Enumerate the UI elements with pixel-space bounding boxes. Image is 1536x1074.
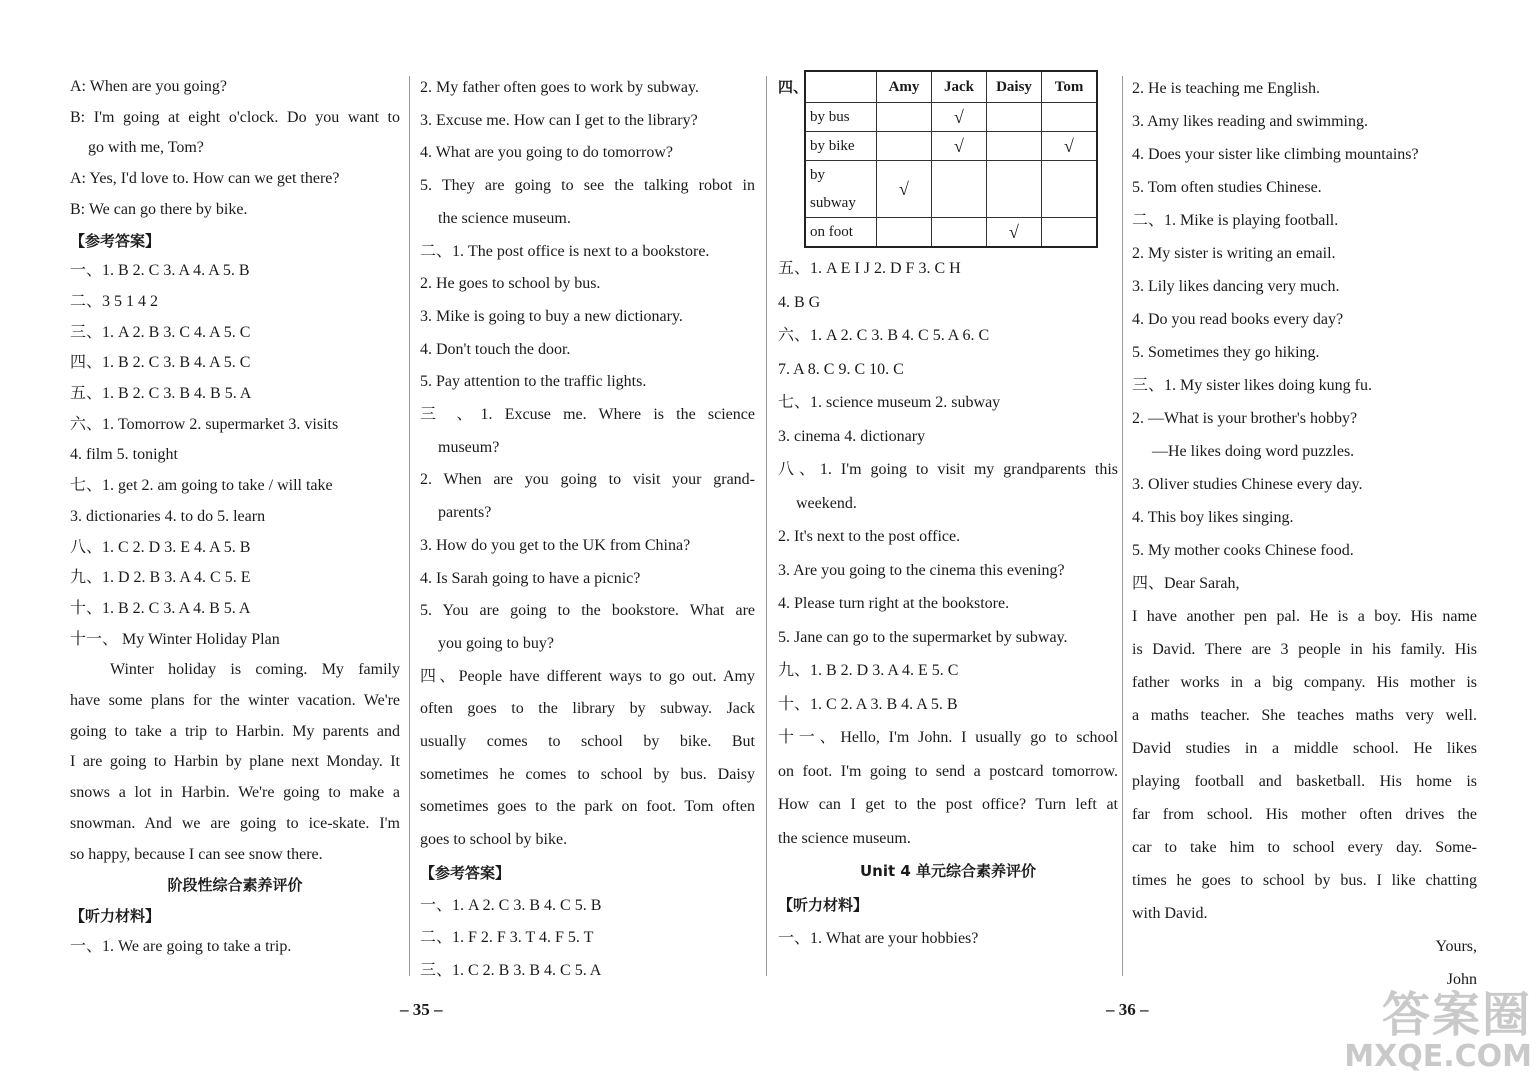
text-line: 十、1. B 2. C 3. A 4. B 5. A: [70, 599, 251, 617]
text-line: Winter holiday is coming. My family: [110, 661, 400, 679]
text-line: 3. Are you going to the cinema this evening?: [778, 561, 1065, 579]
text-line: B: I'm going at eight o'clock. Do you want to: [70, 108, 400, 126]
text-line: 一、1. A 2. C 3. B 4. C 5. B: [420, 896, 602, 914]
watermark-mark: 答案圈: [1381, 987, 1532, 1043]
column-2: [420, 72, 755, 988]
text-line: 3. How do you get to the UK from China?: [420, 536, 691, 554]
text-line: playing football and basketball. His home is: [1132, 773, 1477, 790]
text-line: 四、Dear Sarah,: [1132, 575, 1240, 592]
text-line: the science museum.: [778, 829, 911, 847]
text-line: 八、1. C 2. D 3. E 4. A 5. B: [70, 538, 251, 556]
table-header-daisy: Daisy: [987, 71, 1042, 103]
text-line: 4. B G: [778, 293, 821, 311]
text-line: the science museum.: [438, 209, 571, 227]
text-line: David studies in a middle school. He likes: [1132, 740, 1477, 757]
text-line: Yours,: [1435, 938, 1477, 955]
text-line: museum?: [438, 438, 500, 456]
text-line: 5. Jane can go to the supermarket by subway.: [778, 628, 1068, 646]
text-line: 2. It's next to the post office.: [778, 528, 961, 545]
table-section-number: 四、: [778, 78, 809, 96]
text-line: 三 、1. Excuse me. Where is the science: [420, 406, 755, 424]
row-label: by bike: [805, 132, 877, 161]
row-label: by bus: [805, 103, 877, 132]
text-line: 五、1. A E I J 2. D F 3. C H: [778, 260, 961, 277]
column-3: [778, 70, 1118, 956]
text-line: have some plans for the winter vacation. We're: [70, 692, 400, 710]
check-mark: [877, 218, 932, 248]
text-line: 十一、Hello, I'm John. I usually go to school: [778, 729, 1118, 746]
table-row: [805, 103, 1097, 132]
text-line: 【听力材料】: [70, 906, 161, 925]
table-row: [805, 161, 1097, 218]
text-line: 三、1. My sister likes doing kung fu.: [1132, 377, 1372, 394]
text-line: 九、1. D 2. B 3. A 4. C 5. E: [70, 569, 251, 587]
check-mark: [932, 161, 987, 218]
text-line: 四、People have different ways to go out. Amy: [420, 667, 755, 685]
text-line: 5. Sometimes they go hiking.: [1132, 344, 1320, 361]
check-mark: [987, 161, 1042, 218]
text-line: 3. Mike is going to buy a new dictionary.: [420, 307, 683, 325]
text-line: 八、1. I'm going to visit my grandparents this: [778, 461, 1118, 478]
text-line: sometimes he comes to school by bus. Daisy: [420, 765, 755, 783]
text-line: 2. When are you going to visit your grand-: [420, 471, 755, 489]
text-line: 六、1. A 2. C 3. B 4. C 5. A 6. C: [778, 327, 990, 344]
text-line: with David.: [1132, 905, 1208, 922]
text-line: is David. There are 3 people in his family. His: [1132, 641, 1477, 658]
check-mark: [1042, 103, 1098, 132]
text-line: sometimes goes to the park on foot. Tom often: [420, 798, 755, 816]
text-line: 十、1. C 2. A 3. B 4. A 5. B: [778, 695, 958, 713]
text-line: so happy, because I can see snow there.: [70, 845, 323, 863]
text-line: 2. —What is your brother's hobby?: [1132, 410, 1358, 427]
text-line: 一、1. B 2. C 3. A 4. A 5. B: [70, 262, 250, 280]
table-header-amy: Amy: [877, 71, 932, 103]
table-row: [805, 218, 1097, 248]
check-mark: [987, 132, 1042, 161]
check-mark: √: [1042, 132, 1098, 161]
text-line: parents?: [438, 504, 492, 522]
row-label: on foot: [805, 218, 877, 248]
check-mark: [1042, 161, 1098, 218]
text-line: 二、3 5 1 4 2: [70, 292, 159, 310]
column-3-text: [778, 252, 1118, 956]
page-number-left: – 35 –: [400, 1000, 443, 1019]
text-line: 二、1. F 2. F 3. T 4. F 5. T: [420, 929, 594, 947]
table-row: [805, 132, 1097, 161]
check-mark: [1042, 218, 1098, 248]
check-mark: √: [932, 103, 987, 132]
text-line: 阶段性综合素养评价: [167, 876, 303, 895]
table-header-tom: Tom: [1042, 71, 1098, 103]
check-mark: [877, 132, 932, 161]
text-line: 七、1. get 2. am going to take / will take: [70, 477, 333, 495]
check-mark: [877, 103, 932, 132]
text-line: Unit 4 单元综合素养评价: [859, 862, 1037, 880]
text-line: often goes to the library by subway. Jack: [420, 700, 755, 718]
text-line: 3. Lily likes dancing very much.: [1132, 278, 1340, 295]
text-line: car to take him to school every day. Some-: [1132, 839, 1477, 856]
column-divider: [766, 76, 767, 976]
text-line: 5. Pay attention to the traffic lights.: [420, 373, 647, 391]
text-line: 九、1. B 2. D 3. A 4. E 5. C: [778, 662, 959, 679]
text-line: you going to buy?: [438, 634, 554, 652]
watermark-logo: [1232, 987, 1532, 1074]
text-line: far from school. His mother often drives the: [1132, 806, 1477, 823]
text-line: going to take a trip to Harbin. My parents and: [70, 722, 400, 740]
table-header-blank: [805, 71, 877, 103]
text-line: 3. Amy likes reading and swimming.: [1132, 113, 1368, 130]
column-1: [70, 72, 400, 962]
text-line: 2. He is teaching me English.: [1132, 80, 1320, 97]
row-label: by subway: [805, 161, 877, 218]
text-line: A: When are you going?: [70, 78, 227, 95]
column-divider: [1122, 76, 1123, 976]
text-line: I have another pen pal. He is a boy. His name: [1132, 608, 1477, 625]
text-line: snows a lot in Harbin. We're going to make a: [70, 784, 400, 802]
text-line: 5. You are going to the bookstore. What are: [420, 602, 755, 620]
table-header-row: [805, 71, 1097, 103]
text-line: 2. My sister is writing an email.: [1132, 245, 1336, 262]
column-4: [1132, 72, 1477, 996]
check-mark: √: [877, 161, 932, 218]
text-line: 七、1. science museum 2. subway: [778, 394, 1001, 411]
text-line: A: Yes, I'd love to. How can we get there?: [70, 170, 340, 188]
text-line: 4. This boy likes singing.: [1132, 509, 1294, 526]
text-line: 四、1. B 2. C 3. B 4. A 5. C: [70, 354, 251, 372]
text-line: 4. Don't touch the door.: [420, 340, 571, 358]
text-line: goes to school by bike.: [420, 831, 568, 849]
text-line: 六、1. Tomorrow 2. supermarket 3. visits: [70, 415, 339, 433]
text-line: 【听力材料】: [778, 895, 869, 914]
text-line: weekend.: [796, 494, 857, 512]
text-line: 【参考答案】: [70, 231, 161, 250]
text-line: 3. Excuse me. How can I get to the library?: [420, 111, 698, 129]
text-line: 二、1. The post office is next to a bookstore.: [420, 242, 710, 260]
text-line: 三、1. A 2. B 3. C 4. A 5. C: [70, 323, 251, 341]
column-divider: [409, 76, 410, 976]
text-line: I are going to Harbin by plane next Monday. It: [70, 753, 400, 771]
check-mark: √: [987, 218, 1042, 248]
text-line: John: [1446, 971, 1477, 988]
text-line: —He likes doing word puzzles.: [1152, 443, 1355, 460]
text-line: 2. He goes to school by bus.: [420, 275, 601, 293]
text-line: 5. They are going to see the talking robot in: [420, 177, 755, 195]
text-line: B: We can go there by bike.: [70, 200, 248, 218]
text-line: 2. My father often goes to work by subway.: [420, 79, 699, 96]
text-line: 一、1. We are going to take a trip.: [70, 937, 292, 955]
text-line: 3. cinema 4. dictionary: [778, 427, 926, 445]
text-line: 4. Please turn right at the bookstore.: [778, 595, 1010, 612]
text-line: 4. What are you going to do tomorrow?: [420, 144, 673, 162]
watermark-url: MXQE.COM: [1344, 1039, 1532, 1074]
table-header-jack: Jack: [932, 71, 987, 103]
text-line: 4. Do you read books every day?: [1132, 311, 1344, 328]
text-line: How can I get to the post office? Turn left at: [778, 796, 1118, 813]
text-line: 4. film 5. tonight: [70, 446, 178, 464]
text-line: 3. Oliver studies Chinese every day.: [1132, 476, 1363, 493]
text-line: 4. Is Sarah going to have a picnic?: [420, 569, 641, 587]
check-mark: [932, 218, 987, 248]
text-line: father works in a big company. His mother is: [1132, 674, 1477, 691]
text-line: snowman. And we are going to ice-skate. I'm: [70, 814, 400, 832]
page-number-right: – 36 –: [1106, 1000, 1149, 1019]
text-line: 3. dictionaries 4. to do 5. learn: [70, 507, 266, 525]
text-line: 十一、 My Winter Holiday Plan: [70, 630, 280, 648]
text-line: go with me, Tom?: [88, 139, 204, 157]
text-line: 5. Tom often studies Chinese.: [1132, 179, 1322, 196]
text-line: 三、1. C 2. B 3. B 4. C 5. A: [420, 961, 602, 979]
text-line: 7. A 8. C 9. C 10. C: [778, 360, 904, 378]
text-line: 5. My mother cooks Chinese food.: [1132, 542, 1354, 559]
text-line: 一、1. What are your hobbies?: [778, 930, 979, 947]
text-line: on foot. I'm going to send a postcard tomorrow.: [778, 762, 1118, 780]
check-mark: √: [932, 132, 987, 161]
text-line: 二、1. Mike is playing football.: [1132, 212, 1339, 229]
text-line: 4. Does your sister like climbing mountains?: [1132, 146, 1419, 163]
text-line: 五、1. B 2. C 3. B 4. B 5. A: [70, 385, 252, 403]
text-line: 【参考答案】: [420, 863, 511, 882]
text-line: times he goes to school by bus. I like chatting: [1132, 872, 1477, 889]
text-line: usually comes to school by bike. But: [420, 733, 755, 751]
text-line: a maths teacher. She teaches maths very well.: [1132, 707, 1477, 724]
answer-table-block: [778, 70, 1118, 248]
transport-answer-table: [804, 70, 1098, 248]
check-mark: [987, 103, 1042, 132]
